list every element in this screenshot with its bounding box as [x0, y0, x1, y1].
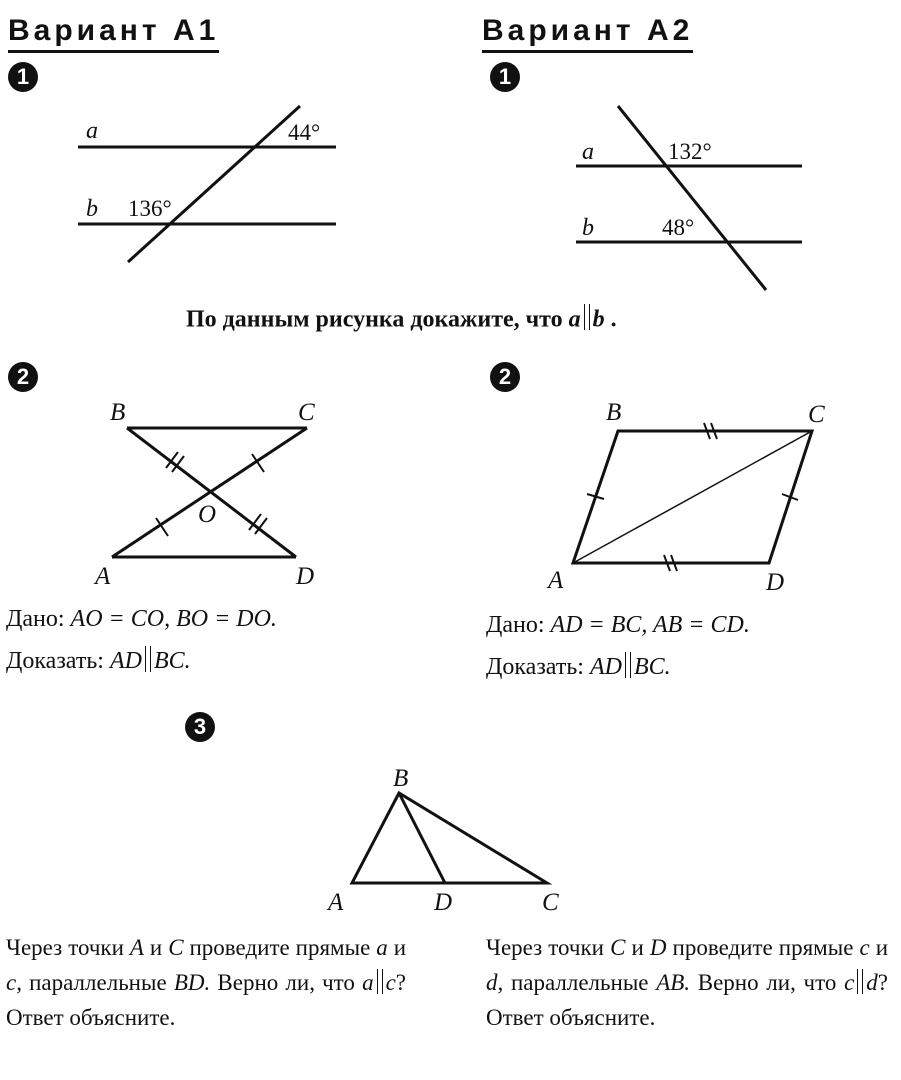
text-fragment: Через точки: [486, 935, 604, 960]
task-1-number-a2: 1: [490, 62, 520, 92]
text-fragment: и: [875, 935, 889, 960]
prove-label-a1: Доказать:: [6, 648, 104, 674]
task-1-statement-end: .: [610, 306, 617, 333]
angle-label-bottom-a1: 136°: [128, 196, 172, 221]
vertex-d-a1: D: [296, 563, 315, 590]
task-2-given-a1: [6, 602, 277, 636]
variant-a1-title: Вариант А1: [8, 14, 219, 53]
given-value-a2: AD = BC, AB = CD.: [550, 612, 750, 638]
angle-label-top-a1: 44°: [288, 120, 321, 145]
vertex-c-a2: C: [808, 401, 825, 428]
figure-a2-parallel-lines: [576, 106, 802, 290]
vertex-b-task3: B: [393, 765, 409, 792]
text-fragment: ? Ответ объясните.: [6, 970, 407, 1030]
text-fragment: c: [844, 970, 855, 995]
text-fragment: d: [866, 970, 878, 995]
parallel-symbol: [625, 652, 631, 678]
text-fragment: ? Ответ объясните.: [486, 970, 889, 1030]
text-fragment: параллельные: [510, 970, 649, 995]
task-2-prove-a2: [486, 650, 671, 684]
parallel-symbol: [145, 646, 151, 672]
label-line-b-a2: b: [582, 215, 594, 241]
text-fragment: c: [859, 935, 870, 960]
task-2-number-a1: 2: [8, 362, 38, 392]
text-fragment: AB.: [656, 970, 691, 995]
task-3-number: 3: [185, 712, 215, 742]
prove-left-a2: AD: [589, 654, 622, 680]
text-fragment: Через точки: [6, 935, 124, 960]
text-fragment: a: [362, 970, 374, 995]
task-1-statement-left: a: [568, 306, 581, 333]
vertex-d-a2: D: [766, 569, 785, 596]
text-fragment: и: [149, 935, 163, 960]
text-fragment: D: [649, 935, 667, 960]
figure-triangle: [352, 793, 547, 883]
text-fragment: параллельные: [29, 970, 167, 995]
transversal-a1: [128, 106, 300, 262]
text-fragment: Верно ли, что: [697, 970, 837, 995]
parallel-symbol: [857, 969, 863, 994]
text-fragment: c,: [6, 970, 22, 995]
label-line-a-a2: a: [582, 139, 594, 165]
segment-ca-a1: [112, 428, 307, 557]
text-fragment: проведите прямые: [189, 935, 371, 960]
vertex-a-a1: A: [95, 563, 111, 590]
label-line-a-a1: a: [86, 118, 98, 144]
task-1-statement-right: b: [592, 306, 605, 333]
text-fragment: A: [129, 935, 144, 960]
prove-label-a2: Доказать:: [486, 654, 584, 680]
prove-left-a1: AD: [109, 648, 142, 674]
task-2-number-a2: 2: [490, 362, 520, 392]
vertex-c-task3: C: [542, 889, 559, 916]
task-2-given-a2: [486, 608, 750, 642]
text-fragment: c: [385, 970, 396, 995]
variant-a2-title: Вариант А2: [482, 14, 693, 53]
vertex-a-task3: A: [328, 889, 344, 916]
text-fragment: BD.: [173, 970, 211, 995]
vertex-o-a1: O: [198, 501, 217, 528]
prove-right-a1: BC.: [153, 648, 191, 674]
task-3-text-a2: [486, 930, 888, 1035]
vertex-c-a1: C: [298, 399, 315, 426]
task-2-prove-a1: [6, 644, 191, 678]
task-3-text-a1: [6, 930, 406, 1035]
text-fragment: d,: [486, 970, 504, 995]
vertex-b-a1: B: [110, 399, 126, 426]
transversal-a2: [618, 106, 766, 290]
task-1-statement: [186, 304, 617, 333]
text-fragment: и: [393, 935, 407, 960]
task-1-statement-text: По данным рисунка докажите, что: [186, 306, 563, 333]
vertex-d-task3: D: [434, 889, 453, 916]
vertex-b-a2: B: [606, 399, 622, 426]
task-1-number-a1: 1: [8, 62, 38, 92]
angle-label-top-a2: 132°: [668, 139, 712, 164]
prove-right-a2: BC.: [633, 654, 671, 680]
label-line-b-a1: b: [86, 196, 98, 222]
text-fragment: проведите прямые: [672, 935, 854, 960]
parallel-symbol: [584, 304, 590, 330]
angle-label-bottom-a2: 48°: [662, 215, 695, 240]
text-fragment: a: [376, 935, 388, 960]
figure-a1-crossing-segments: [112, 428, 307, 557]
text-fragment: Верно ли, что: [217, 970, 355, 995]
vertex-a-a2: A: [548, 567, 564, 594]
parallel-symbol: [377, 969, 383, 994]
given-label-a2: Дано:: [486, 612, 545, 638]
text-fragment: C: [610, 935, 626, 960]
text-fragment: и: [631, 935, 644, 960]
text-fragment: C: [168, 935, 184, 960]
given-label-a1: Дано:: [6, 606, 65, 632]
triangle-abc: [352, 793, 547, 883]
given-value-a1: AO = CO, BO = DO.: [70, 606, 277, 632]
